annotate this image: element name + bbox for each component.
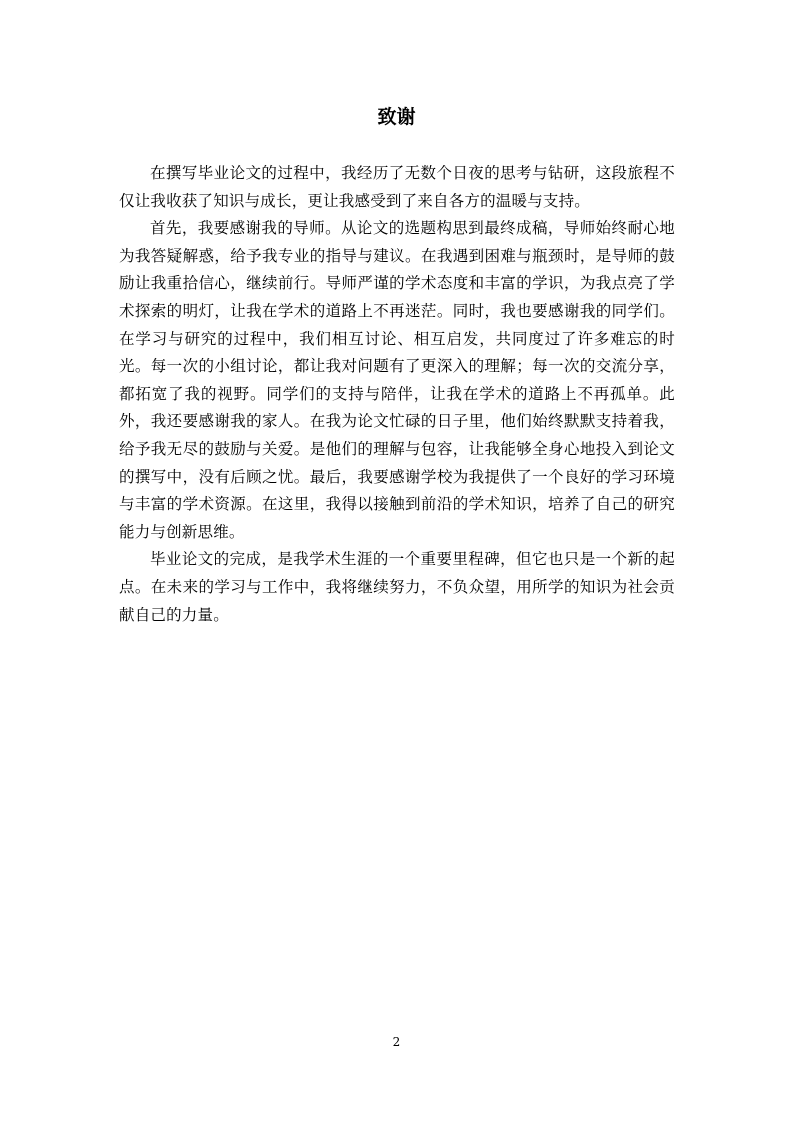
acknowledgement-body: [119, 160, 675, 629]
paragraph-thanks: 首先，我要感谢我的导师。从论文的选题构思到最终成稿，导师始终耐心地为我答疑解惑，给予我专业的指导与建议。在我遇到困难与瓶颈时，是导师的鼓励让我重拾信心，继续前行。导师严谨的学术态度和丰富的学识，为我点亮了学术探索的明灯，让我在学术的道路上不再迷茫。同时，我也要感谢我的同学们。在学习与研究的过程中，我们相互讨论、相互启发，共同度过了许多难忘的时光。每一次的小组讨论，都让我对问题有了更深入的理解；每一次的交流分享，都拓宽了我的视野。同学们的支持与陪伴，让我在学术的道路上不再孤单。此外，我还要感谢我的家人。在我为论文忙碌的日子里，他们始终默默支持着我，给予我无尽的鼓励与关爱。是他们的理解与包容，让我能够全身心地投入到论文的撰写中，没有后顾之忧。最后，我要感谢学校为我提供了一个良好的学习环境与丰富的学术资源。在这里，我得以接触到前沿的学术知识，培养了自己的研究能力与创新思维。: [119, 219, 675, 541]
paragraph-conclusion: 毕业论文的完成，是我学术生涯的一个重要里程碑，但它也只是一个新的起点。在未来的学习与工作中，我将继续努力，不负众望，用所学的知识为社会贡献自己的力量。: [119, 550, 675, 624]
page-number: 2: [392, 1035, 401, 1049]
page-title: 致谢: [377, 106, 416, 128]
paragraph-intro: 在撰写毕业论文的过程中，我经历了无数个日夜的思考与钻研，这段旅程不仅让我收获了知识与成长，更让我感受到了来自各方的温暖与支持。: [119, 164, 675, 210]
